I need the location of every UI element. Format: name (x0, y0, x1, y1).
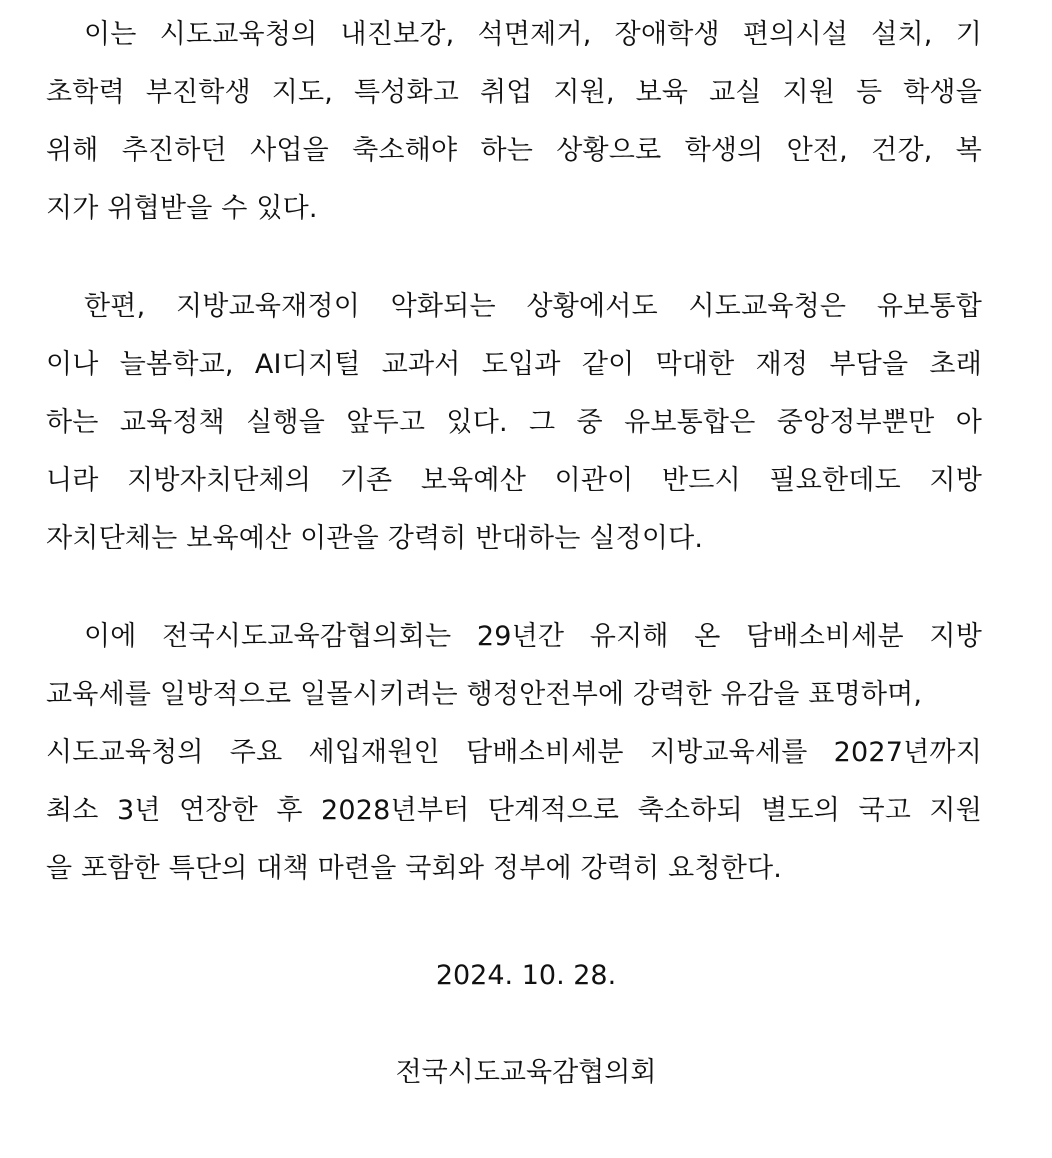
document-date: 2024. 10. 28. (435, 960, 617, 991)
text-line: 위해 추진하던 사업을 축소해야 하는 상황으로 학생의 안전, 건강, 복 (46, 135, 982, 166)
text-line: 시도교육청의 주요 세입재원인 담배소비세분 지방교육세를 2027년까지 (46, 737, 982, 768)
text-line: 이에 전국시도교육감협의회는 29년간 유지해 온 담배소비세분 지방 (84, 621, 982, 652)
text-line: 을 포함한 특단의 대책 마련을 국회와 정부에 강력히 요청한다. (46, 853, 783, 884)
text-line: 지가 위협받을 수 있다. (46, 193, 318, 224)
text-line: 한편, 지방교육재정이 악화되는 상황에서도 시도교육청은 유보통합 (84, 291, 982, 322)
text-line: 이는 시도교육청의 내진보강, 석면제거, 장애학생 편의시설 설치, 기 (84, 19, 982, 50)
text-line: 교육세를 일방적으로 일몰시키려는 행정안전부에 강력한 유감을 표명하며, (46, 679, 923, 710)
text-line: 니라 지방자치단체의 기존 보육예산 이관이 반드시 필요한데도 지방 (46, 465, 982, 496)
text-line: 초학력 부진학생 지도, 특성화고 취업 지원, 보육 교실 지원 등 학생을 (46, 77, 982, 108)
text-line: 자치단체는 보육예산 이관을 강력히 반대하는 실정이다. (46, 523, 704, 554)
issuing-organization: 전국시도교육감협의회 (395, 1057, 657, 1088)
text-line: 이나 늘봄학교, AI디지털 교과서 도입과 같이 막대한 재정 부담을 초래 (46, 349, 982, 380)
text-line: 최소 3년 연장한 후 2028년부터 단계적으로 축소하되 별도의 국고 지원 (46, 795, 982, 826)
text-line: 하는 교육정책 실행을 앞두고 있다. 그 중 유보통합은 중앙정부뿐만 아 (46, 407, 982, 438)
paragraph-request (46, 608, 982, 898)
paragraph-policy-burden (46, 278, 982, 568)
paragraph-budget-impact (46, 6, 982, 238)
